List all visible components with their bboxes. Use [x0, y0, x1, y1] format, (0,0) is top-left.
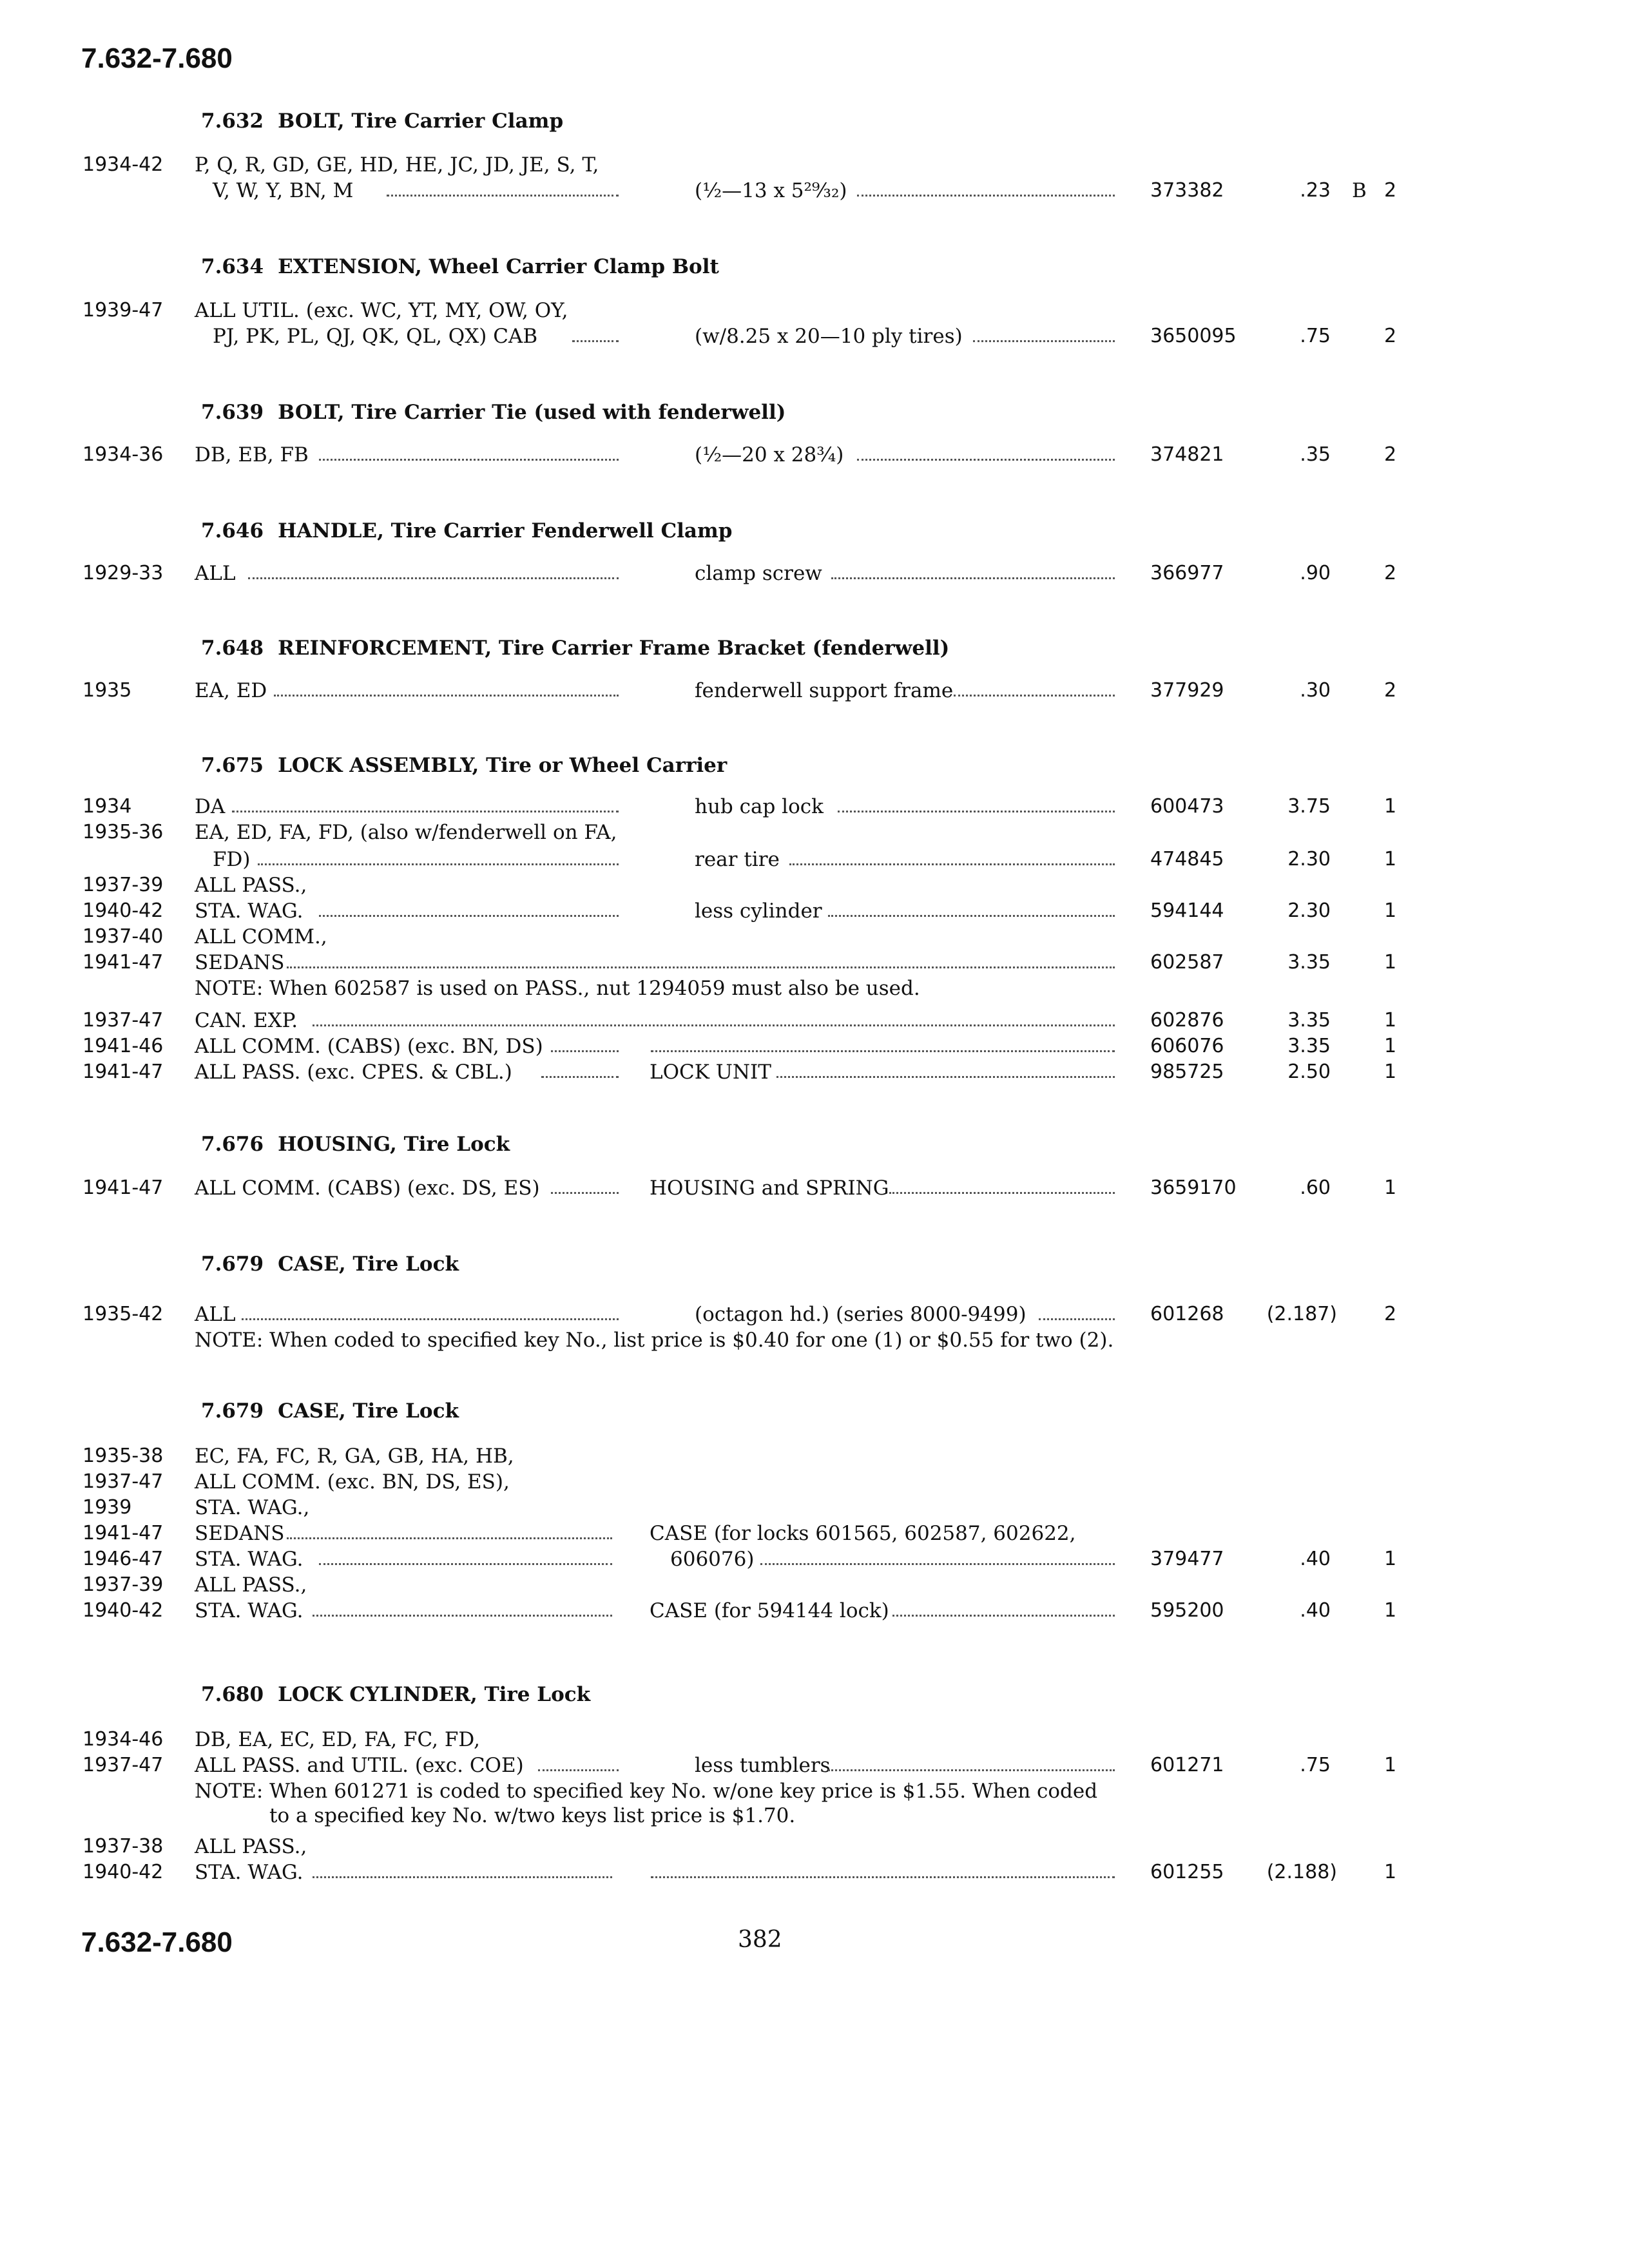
dot-leader — [831, 577, 1115, 579]
description: LOCK UNIT — [650, 1061, 771, 1084]
table-row — [0, 874, 1629, 899]
price: .75 — [1300, 1754, 1331, 1776]
section-title — [201, 637, 949, 660]
year-range: 1939-47 — [82, 299, 164, 322]
note-row — [0, 1804, 1629, 1830]
price: 3.35 — [1287, 1009, 1331, 1032]
code: B — [1352, 179, 1367, 202]
description: 606076) — [670, 1548, 755, 1571]
year-range: 1934-36 — [82, 443, 164, 466]
quantity: 1 — [1384, 1754, 1397, 1776]
part-number: 3650095 — [1150, 325, 1237, 347]
note-row — [0, 1780, 1629, 1805]
dot-leader — [651, 1050, 1115, 1052]
dot-leader — [760, 1563, 1115, 1565]
table-row — [0, 1835, 1629, 1861]
table-row — [0, 951, 1629, 977]
quantity: 1 — [1384, 951, 1397, 974]
models: EA, ED — [195, 679, 267, 702]
models: DB, EB, FB — [195, 443, 309, 466]
year-range: 1940-42 — [82, 1861, 164, 1883]
part-number: 985725 — [1150, 1061, 1224, 1083]
models: ALL COMM. (CABS) (exc. DS, ES) — [195, 1177, 540, 1200]
part-number: 595200 — [1150, 1599, 1224, 1622]
part-number: 601268 — [1150, 1303, 1224, 1325]
price: .35 — [1300, 443, 1331, 466]
year-range: 1941-47 — [82, 1177, 164, 1199]
dot-leader — [551, 1192, 619, 1194]
dot-leader — [287, 966, 1115, 968]
note-text: NOTE: When coded to specified key No., list price is $0.40 for one (1) or $0.55 for two (2). — [195, 1329, 1114, 1352]
price: .90 — [1300, 562, 1331, 584]
price: 2.30 — [1287, 848, 1331, 870]
year-range: 1937-39 — [82, 874, 164, 896]
models: P, Q, R, GD, GE, HD, HE, JC, JD, JE, S, T, — [195, 153, 599, 177]
description: fenderwell support frame — [695, 679, 954, 702]
price: .23 — [1300, 179, 1331, 202]
dot-leader — [313, 1876, 612, 1878]
section-title — [201, 1683, 590, 1706]
models: EA, ED, FA, FD, (also w/fenderwell on FA, — [195, 821, 617, 844]
dot-leader — [319, 1563, 612, 1565]
description: (octagon hd.) (series 8000-9499) — [695, 1303, 1027, 1326]
dot-leader — [538, 1769, 619, 1771]
dot-leader — [828, 1769, 1115, 1771]
year-range: 1939 — [82, 1496, 132, 1519]
year-range: 1946-47 — [82, 1548, 164, 1570]
price: (2.188) — [1266, 1861, 1337, 1883]
price: (2.187) — [1266, 1303, 1337, 1325]
section-title — [201, 1253, 459, 1276]
section-number: 7.648 — [201, 637, 264, 660]
description: clamp screw — [695, 562, 822, 585]
section-heading: BOLT, Tire Carrier Clamp — [278, 110, 564, 133]
quantity: 1 — [1384, 1177, 1397, 1199]
quantity: 1 — [1384, 1861, 1397, 1883]
models: ALL COMM. (exc. BN, DS, ES), — [195, 1470, 510, 1494]
table-row — [0, 562, 1629, 588]
dot-leader — [287, 1537, 612, 1539]
quantity: 2 — [1384, 325, 1397, 347]
section-title — [201, 110, 563, 133]
table-row — [0, 1522, 1629, 1548]
dot-leader — [387, 195, 619, 197]
models: ALL PASS., — [195, 1573, 307, 1597]
dot-leader — [892, 1615, 1115, 1617]
year-range: 1937-39 — [82, 1573, 164, 1596]
price: 3.75 — [1287, 795, 1331, 818]
models: ALL PASS. (exc. CPES. & CBL.) — [195, 1061, 512, 1084]
part-number: 474845 — [1150, 848, 1224, 870]
part-number: 3659170 — [1150, 1177, 1237, 1199]
price: 2.50 — [1287, 1061, 1331, 1083]
price: 3.35 — [1287, 1035, 1331, 1057]
quantity: 1 — [1384, 899, 1397, 922]
dot-leader — [572, 340, 619, 342]
price: 2.30 — [1287, 899, 1331, 922]
quantity: 2 — [1384, 562, 1397, 584]
part-number: 373382 — [1150, 179, 1224, 202]
quantity: 1 — [1384, 848, 1397, 870]
year-range: 1929-33 — [82, 562, 164, 584]
part-number: 606076 — [1150, 1035, 1224, 1057]
models: DB, EA, EC, ED, FA, FC, FD, — [195, 1728, 480, 1751]
table-row — [0, 179, 1629, 205]
models: EC, FA, FC, R, GA, GB, HA, HB, — [195, 1445, 514, 1468]
models: V, W, Y, BN, M — [213, 179, 354, 202]
models: STA. WAG. — [195, 1861, 304, 1884]
section-heading: HOUSING, Tire Lock — [278, 1133, 510, 1156]
table-row — [0, 925, 1629, 951]
description: less tumblers — [695, 1754, 831, 1777]
section-number: 7.646 — [201, 519, 264, 543]
quantity: 2 — [1384, 679, 1397, 702]
description: CASE (for 594144 lock) — [650, 1599, 889, 1622]
section-number: 7.679 — [201, 1253, 264, 1276]
year-range: 1937-47 — [82, 1470, 164, 1493]
description: (w/8.25 x 20—10 ply tires) — [695, 325, 963, 348]
dot-leader — [232, 811, 619, 812]
models: FD) — [213, 848, 251, 871]
section-title — [201, 754, 727, 777]
year-range: 1935 — [82, 679, 132, 702]
year-range: 1935-36 — [82, 821, 164, 843]
table-row — [0, 299, 1629, 325]
table-row — [0, 443, 1629, 469]
section-heading: LOCK CYLINDER, Tire Lock — [278, 1683, 591, 1706]
section-number: 7.675 — [201, 754, 264, 777]
note-text-continued: to a specified key No. w/two keys list price is $1.70. — [269, 1804, 796, 1827]
part-number: 377929 — [1150, 679, 1224, 702]
year-range: 1941-47 — [82, 1522, 164, 1544]
description: CASE (for locks 601565, 602587, 602622, — [650, 1522, 1076, 1545]
year-range: 1935-42 — [82, 1303, 164, 1325]
year-range: 1937-47 — [82, 1754, 164, 1776]
dot-leader — [838, 811, 1115, 812]
price: 3.35 — [1287, 951, 1331, 974]
table-row — [0, 1009, 1629, 1035]
models: SEDANS — [195, 951, 285, 974]
table-row — [0, 1035, 1629, 1061]
section-heading: CASE, Tire Lock — [278, 1399, 459, 1423]
models: STA. WAG., — [195, 1496, 310, 1519]
section-heading: REINFORCEMENT, Tire Carrier Frame Bracket (fenderwell) — [278, 637, 950, 660]
models: ALL — [195, 562, 236, 585]
price: .30 — [1300, 679, 1331, 702]
section-heading: CASE, Tire Lock — [278, 1253, 459, 1276]
dot-leader — [789, 863, 1115, 865]
table-row — [0, 795, 1629, 821]
table-row — [0, 1496, 1629, 1522]
table-row — [0, 1303, 1629, 1329]
price: .40 — [1300, 1599, 1331, 1622]
quantity: 1 — [1384, 1599, 1397, 1622]
models: ALL UTIL. (exc. WC, YT, MY, OW, OY, — [195, 299, 568, 322]
dot-leader — [242, 1318, 619, 1320]
section-number: 7.639 — [201, 401, 264, 424]
year-range: 1941-47 — [82, 1061, 164, 1083]
dot-leader — [857, 195, 1115, 197]
table-row — [0, 1573, 1629, 1599]
table-row — [0, 1061, 1629, 1086]
table-row — [0, 153, 1629, 179]
dot-leader — [954, 695, 1115, 697]
table-row — [0, 821, 1629, 847]
description: less cylinder — [695, 899, 822, 923]
section-heading: LOCK ASSEMBLY, Tire or Wheel Carrier — [278, 754, 728, 777]
section-heading: BOLT, Tire Carrier Tie (used with fenderwell) — [278, 401, 786, 424]
section-number: 7.680 — [201, 1683, 264, 1706]
note-row — [0, 977, 1629, 1003]
table-row — [0, 1470, 1629, 1496]
note-text: NOTE: When 601271 is coded to specified key No. w/one key price is $1.55. When coded — [195, 1780, 1098, 1803]
table-row — [0, 848, 1629, 874]
price: .60 — [1300, 1177, 1331, 1199]
note-text: NOTE: When 602587 is used on PASS., nut 1294059 must also be used. — [195, 977, 920, 1000]
dot-leader — [1039, 1318, 1115, 1320]
section-number: 7.679 — [201, 1399, 264, 1423]
quantity: 1 — [1384, 1009, 1397, 1032]
section-number: 7.676 — [201, 1133, 264, 1156]
page-header-title: 7.632-7.680 — [81, 43, 233, 74]
dot-leader — [274, 695, 619, 697]
section-number: 7.634 — [201, 255, 264, 278]
quantity: 1 — [1384, 1061, 1397, 1083]
table-row — [0, 899, 1629, 925]
dot-leader — [828, 915, 1115, 917]
table-row — [0, 679, 1629, 705]
part-number: 366977 — [1150, 562, 1224, 584]
year-range: 1934 — [82, 795, 132, 818]
section-heading: EXTENSION, Wheel Carrier Clamp Bolt — [278, 255, 719, 278]
table-row — [0, 1599, 1629, 1625]
quantity: 2 — [1384, 1303, 1397, 1325]
part-number: 602876 — [1150, 1009, 1224, 1032]
dot-leader — [551, 1050, 619, 1052]
year-range: 1935-38 — [82, 1445, 164, 1467]
description: (½—13 x 5²⁹⁄₃₂) — [695, 179, 847, 202]
models: STA. WAG. — [195, 1599, 304, 1622]
part-number: 379477 — [1150, 1548, 1224, 1570]
description: (½—20 x 28¾) — [695, 443, 844, 466]
year-range: 1937-40 — [82, 925, 164, 948]
section-title — [201, 255, 719, 278]
price: .40 — [1300, 1548, 1331, 1570]
quantity: 1 — [1384, 795, 1397, 818]
dot-leader — [776, 1076, 1115, 1078]
year-range: 1940-42 — [82, 899, 164, 922]
dot-leader — [248, 577, 619, 579]
year-range: 1937-38 — [82, 1835, 164, 1858]
quantity: 1 — [1384, 1548, 1397, 1570]
quantity: 2 — [1384, 443, 1397, 466]
dot-leader — [313, 1615, 612, 1617]
dot-leader — [258, 863, 619, 865]
models: ALL COMM., — [195, 925, 327, 948]
page-footer-range: 7.632-7.680 — [81, 1927, 233, 1958]
part-number: 601271 — [1150, 1754, 1224, 1776]
dot-leader — [319, 459, 619, 461]
year-range: 1934-46 — [82, 1728, 164, 1751]
dot-leader — [973, 340, 1115, 342]
quantity: 1 — [1384, 1035, 1397, 1057]
year-range: 1941-47 — [82, 951, 164, 974]
dot-leader — [541, 1076, 619, 1078]
table-row — [0, 1177, 1629, 1202]
price: .75 — [1300, 325, 1331, 347]
models: ALL PASS., — [195, 1835, 307, 1858]
models: DA — [195, 795, 226, 818]
section-heading: HANDLE, Tire Carrier Fenderwell Clamp — [278, 519, 733, 543]
dot-leader — [857, 459, 1115, 461]
year-range: 1940-42 — [82, 1599, 164, 1622]
year-range: 1934-42 — [82, 153, 164, 176]
part-number: 600473 — [1150, 795, 1224, 818]
year-range: 1941-46 — [82, 1035, 164, 1057]
models: ALL — [195, 1303, 236, 1326]
part-number: 374821 — [1150, 443, 1224, 466]
section-title — [201, 401, 786, 424]
models: CAN. EXP. — [195, 1009, 298, 1032]
models: PJ, PK, PL, QJ, QK, QL, QX) CAB — [213, 325, 538, 348]
description: rear tire — [695, 848, 780, 871]
section-title — [201, 1133, 510, 1156]
section-title — [201, 519, 732, 543]
description: hub cap lock — [695, 795, 824, 818]
models: ALL PASS., — [195, 874, 307, 897]
table-row — [0, 1548, 1629, 1573]
models: ALL COMM. (CABS) (exc. BN, DS) — [195, 1035, 543, 1058]
models: ALL PASS. and UTIL. (exc. COE) — [195, 1754, 524, 1777]
models: STA. WAG. — [195, 1548, 304, 1571]
models: STA. WAG. — [195, 899, 304, 923]
section-title — [201, 1399, 459, 1423]
dot-leader — [651, 1876, 1115, 1878]
table-row — [0, 1754, 1629, 1780]
table-row — [0, 1445, 1629, 1470]
table-row — [0, 325, 1629, 351]
part-number: 602587 — [1150, 951, 1224, 974]
quantity: 2 — [1384, 179, 1397, 202]
year-range: 1937-47 — [82, 1009, 164, 1032]
description: HOUSING and SPRING — [650, 1177, 889, 1200]
dot-leader — [313, 1024, 1115, 1026]
models: SEDANS — [195, 1522, 285, 1545]
part-number: 594144 — [1150, 899, 1224, 922]
section-number: 7.632 — [201, 110, 264, 133]
part-number: 601255 — [1150, 1861, 1224, 1883]
table-row — [0, 1861, 1629, 1887]
dot-leader — [319, 915, 619, 917]
table-row — [0, 1728, 1629, 1754]
page-number: 382 — [738, 1927, 782, 1953]
dot-leader — [889, 1192, 1115, 1194]
note-row — [0, 1329, 1629, 1354]
